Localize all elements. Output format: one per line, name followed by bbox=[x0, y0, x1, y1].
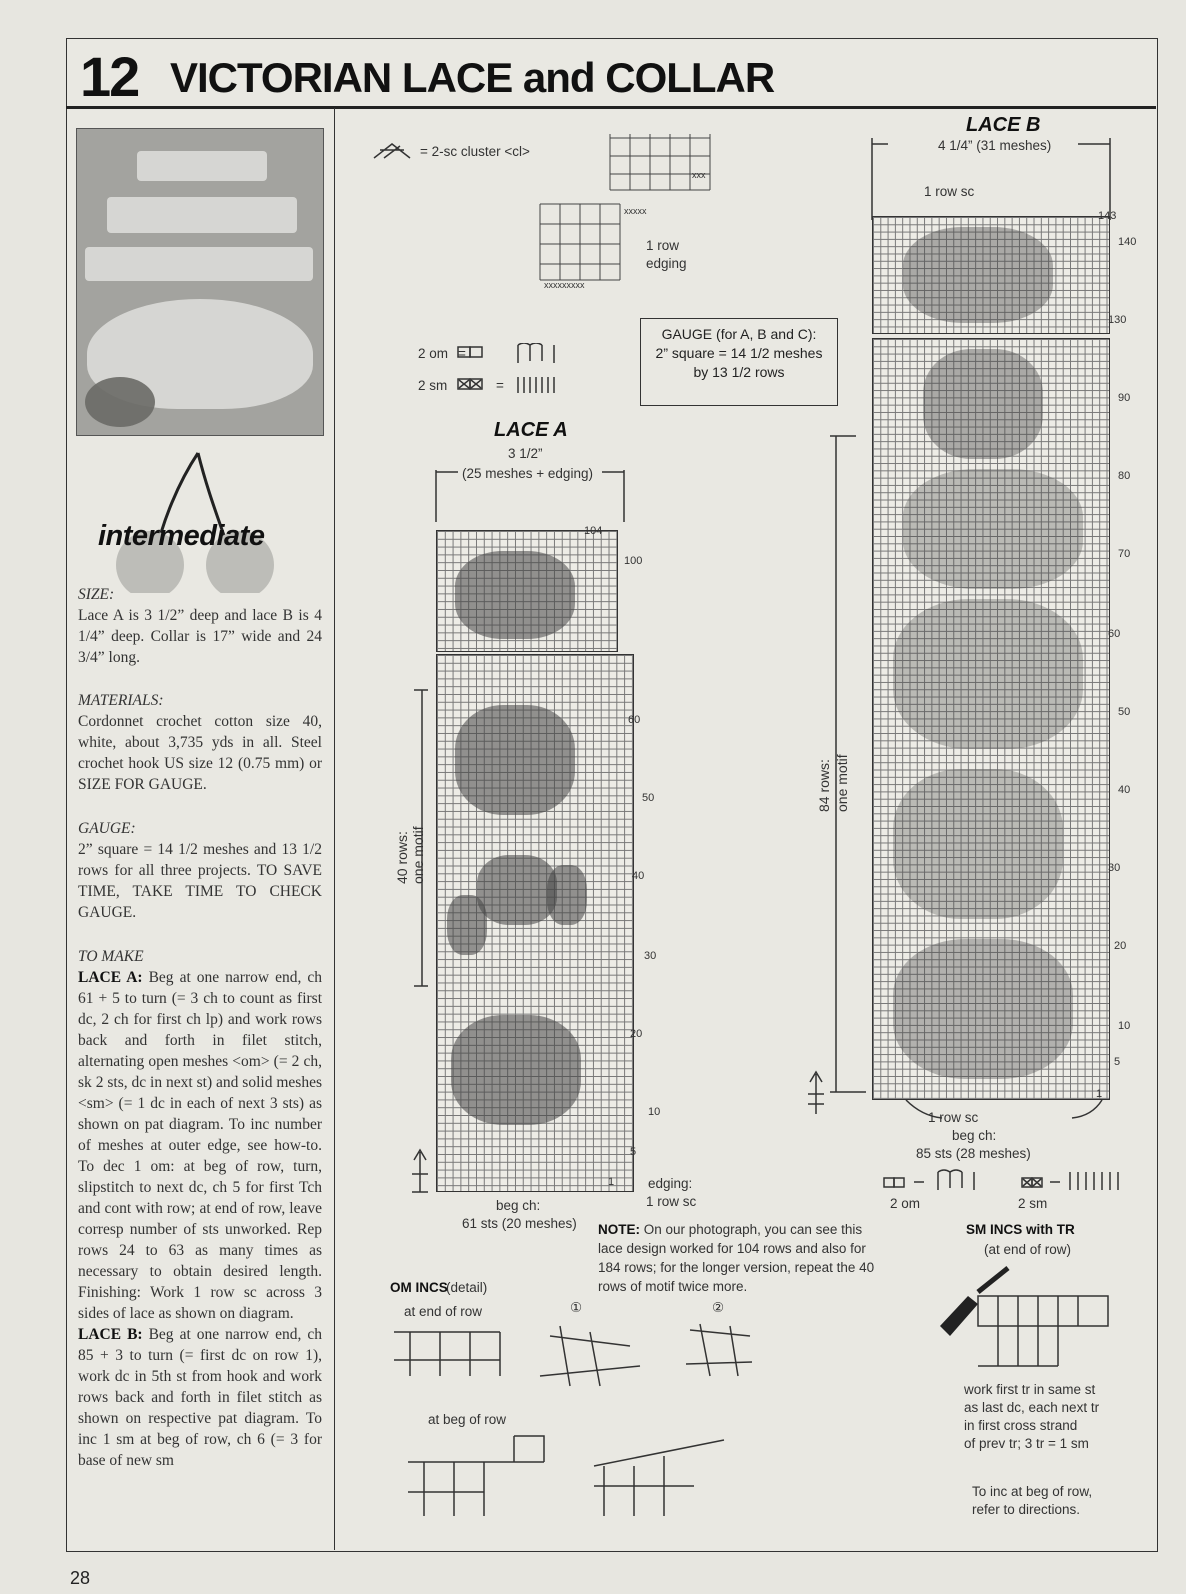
page-number: 28 bbox=[70, 1568, 91, 1588]
lace-b-title: LACE B bbox=[966, 114, 1041, 136]
lace-b-row-1: 1 bbox=[1096, 1088, 1103, 1100]
sm-incs-title: SM INCS with TR bbox=[966, 1222, 1075, 1237]
sm-incs-text-4: of prev tr; 3 tr = 1 sm bbox=[964, 1436, 1089, 1451]
lace-a-beg-ch-sts: 61 sts (20 meshes) bbox=[462, 1216, 577, 1231]
om-incs-detail: (detail) bbox=[446, 1280, 488, 1295]
lace-a-width-bracket bbox=[432, 466, 632, 526]
svg-text:xxx: xxx bbox=[692, 170, 706, 180]
lace-b-row-140: 140 bbox=[1118, 236, 1137, 248]
lace-b-row-10: 10 bbox=[1118, 1020, 1131, 1032]
to-make-section: TO MAKE LACE A: Beg at one narrow end, ch 61 + 5 to turn (= 3 ch to count as first dc, 2 ch for first ch lp) and work rows back and forth in filet stitch, alternating open meshes <om> (= 2 ch, sk 2 sts, dc in next st) and solid meshes <sm> (= 1 dc in each of next 3 sts) as shown on pat diagram. To inc number of meshes at outer edge, see how-to. To dec 1 om: at beg of row, turn, slipstitch to next dc, ch 5 for first Tch and cont with row; at end of row, leave corresp number of sts unworked. Rep rows 24 to 63 as many times as necessary to obtain desired length. Finishing: Work 1 row sc across 3 sides of lace as shown on diagram. LACE B: Beg at one narrow end, ch 85 + 3 to turn (= first dc on row 1), work dc in 5th st from hook and work rows back and forth in filet stitch as shown on respective pat diagram. To inc 1 sm at beg of row, ch 6 (= 3 for base of new sm bbox=[78, 948, 322, 1469]
lace-b-beg-ch-sts: 85 sts (28 meshes) bbox=[916, 1146, 1031, 1161]
lace-b-bottom-label: 1 row sc bbox=[928, 1110, 979, 1125]
lace-a-row-104: 104 bbox=[584, 525, 603, 537]
sm-incs-diagram bbox=[938, 1256, 1138, 1376]
lace-b-om-label: 2 om bbox=[890, 1196, 921, 1211]
lace-b-sm-label: 2 sm bbox=[1018, 1196, 1048, 1211]
lace-a-row-5: 5 bbox=[630, 1146, 637, 1158]
sm-incs-text-2: as last dc, each next tr bbox=[964, 1400, 1100, 1415]
sm-incs-beg-1: To inc at beg of row, bbox=[972, 1484, 1093, 1499]
lace-b-om-sm-symbols bbox=[880, 1168, 1140, 1198]
lace-a-beg-ch: beg ch: bbox=[496, 1198, 541, 1213]
lace-b-row-130: 130 bbox=[1108, 314, 1127, 326]
lace-b-beg-ch: beg ch: bbox=[952, 1128, 997, 1143]
lace-a-row-1: 1 bbox=[608, 1176, 615, 1188]
lace-a-row-20: 20 bbox=[630, 1028, 643, 1040]
lace-a-rows-label: 40 rows: bbox=[394, 831, 410, 884]
om-incs-beg-diagram bbox=[404, 1426, 774, 1526]
lace-a-width: 3 1/2” bbox=[508, 446, 543, 461]
om-sm-symbols bbox=[456, 343, 576, 393]
size-section: SIZE: Lace A is 3 1/2” deep and lace B is 4 1/4” deep. Collar is 17” wide and 24 3/4” long. bbox=[78, 586, 322, 666]
lace-a-row-40: 40 bbox=[632, 870, 645, 882]
sm-incs-sub: (at end of row) bbox=[984, 1242, 1072, 1257]
lace-b-row-20: 20 bbox=[1114, 940, 1127, 952]
lace-a-chart-top bbox=[436, 530, 618, 652]
lace-b-rows-label: 84 rows: bbox=[816, 759, 832, 812]
materials-section: MATERIALS: Cordonnet crochet cotton size 40, white, about 3,735 yds in all. Steel crochet hook US size 12 (0.75 mm) or SIZE FOR GAUGE. bbox=[78, 692, 322, 793]
svg-text:xxxxxxxxx: xxxxxxxxx bbox=[544, 280, 585, 290]
lace-b-chart-main bbox=[872, 338, 1110, 1100]
om-legend-label: 2 om bbox=[418, 346, 449, 361]
lace-b-row-40: 40 bbox=[1118, 784, 1131, 796]
om-incs-end-label: at end of row bbox=[404, 1304, 483, 1319]
lace-a-direction-arrow bbox=[408, 1148, 438, 1198]
om-incs-step-2: ② bbox=[712, 1300, 725, 1315]
lace-photo bbox=[76, 128, 324, 436]
lace-a-meshes: (25 meshes + edging) bbox=[462, 466, 593, 481]
edging-label-2: edging bbox=[646, 256, 687, 271]
lace-a-edging: edging: bbox=[648, 1176, 693, 1191]
cluster-legend: = 2-sc cluster <cl> bbox=[420, 144, 530, 159]
lace-b-width: 4 1/4” (31 meshes) bbox=[938, 138, 1052, 153]
lace-a-edging-sub: 1 row sc bbox=[646, 1194, 697, 1209]
lace-b-top-label: 1 row sc bbox=[924, 184, 975, 199]
page-title: VICTORIAN LACE and COLLAR bbox=[170, 54, 775, 101]
lace-a-row-50: 50 bbox=[642, 792, 655, 804]
om-legend-eq: = bbox=[458, 346, 466, 361]
om-incs-beg-label: at beg of row bbox=[428, 1412, 507, 1427]
cluster-icon bbox=[372, 140, 422, 164]
lace-a-row-10: 10 bbox=[648, 1106, 661, 1118]
lace-b-row-5: 5 bbox=[1114, 1056, 1121, 1068]
sm-legend-eq: = bbox=[496, 378, 504, 393]
pattern-number: 12 bbox=[80, 45, 139, 108]
lace-b-chart-top bbox=[872, 216, 1110, 334]
gauge-box: GAUGE (for A, B and C): 2” square = 14 1/2 meshes by 13 1/2 rows bbox=[640, 318, 838, 406]
lace-b-row-60: 60 bbox=[1108, 628, 1121, 640]
svg-text:xxxxx: xxxxx bbox=[624, 206, 647, 216]
gauge-section: GAUGE: 2” square = 14 1/2 meshes and 13 1/2 rows for all three projects. TO SAVE TIME, TAKE TIME TO CHECK GAUGE. bbox=[78, 820, 322, 921]
lace-b-row-143: 143 bbox=[1098, 210, 1117, 222]
lace-b-row-30: 30 bbox=[1108, 862, 1121, 874]
lace-b-rows-sub: one motif bbox=[834, 754, 850, 812]
edging-diagram bbox=[520, 130, 730, 295]
lace-b-row-90: 90 bbox=[1118, 392, 1131, 404]
sm-incs-beg-2: refer to directions. bbox=[972, 1502, 1081, 1517]
lace-b-direction-arrow bbox=[804, 1070, 834, 1120]
om-incs-title: OM INCS bbox=[390, 1280, 448, 1295]
note-text: NOTE: On our photograph, you can see this lace design worked for 104 rows and also for 184 rows; for the longer version, repeat the 40 rows of motif twice more. bbox=[598, 1222, 875, 1294]
om-incs-step-1: ① bbox=[570, 1300, 583, 1315]
lace-a-row-100: 100 bbox=[624, 555, 643, 567]
lace-a-title: LACE A bbox=[494, 419, 568, 441]
cherry-icon bbox=[80, 443, 320, 593]
lace-b-row-70: 70 bbox=[1118, 548, 1131, 560]
sm-incs-text-1: work first tr in same st bbox=[964, 1382, 1096, 1397]
lace-a-row-30: 30 bbox=[644, 950, 657, 962]
skill-level: intermediate bbox=[98, 520, 265, 552]
lace-b-width-bracket bbox=[868, 134, 1118, 224]
lace-a-rows-sub: one motif bbox=[410, 826, 426, 884]
lace-a-row-60: 60 bbox=[628, 714, 641, 726]
om-incs-end-diagram bbox=[390, 1316, 760, 1396]
edging-label-1: 1 row bbox=[646, 238, 680, 253]
lace-b-row-80: 80 bbox=[1118, 470, 1131, 482]
lace-b-row-50: 50 bbox=[1118, 706, 1131, 718]
sm-legend-label: 2 sm bbox=[418, 378, 448, 393]
title-bar bbox=[66, 38, 1156, 109]
left-column bbox=[66, 108, 335, 1550]
sm-incs-text-3: in first cross strand bbox=[964, 1418, 1078, 1433]
